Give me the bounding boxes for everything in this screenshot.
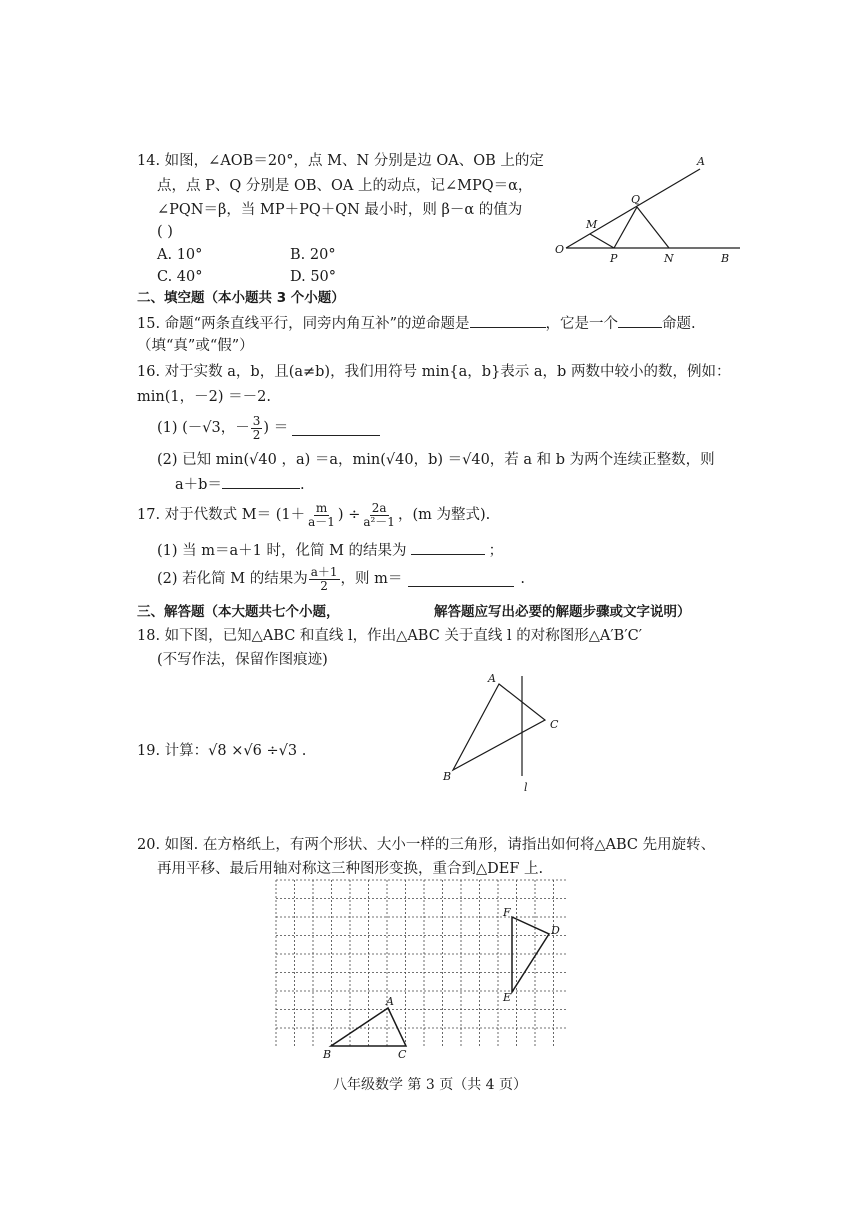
q20-label-c: C [398,1048,407,1061]
q14-label-b: B [721,252,730,265]
q16-p2-blank[interactable] [222,474,300,489]
q15-text-part3: 命题. [662,316,696,332]
q20-label-d: D [551,924,560,937]
q16-p1-den: 2 [252,427,261,442]
q20-label-e: E [503,991,512,1004]
q19-text: 19. 计算：√8 ×√6 ÷√3 . [137,743,307,759]
q16-line1: 16. 对于实数 a，b，且(a≠b)，我们用符号 min{a，b}表示 a，b 两数中较小的数，例如： [137,364,731,380]
q15-line1 [137,313,696,333]
q17-f2-num: 2a [371,500,387,515]
section3-heading-right: 解答题应写出必要的解题步骤或文字说明） [434,604,691,620]
q17-p2-end: . [520,571,525,587]
q17-part1 [157,540,503,560]
q17-f1-den: a－1 [308,514,335,529]
q14-option-d: D. 50° [290,269,337,285]
q17-fraction-2 [361,502,397,529]
q16-part2-line1: (2) 已知 min(√40 ，a) ＝a，min(√40，b) ＝√40，若 a 和 b 为两个连续正整数，则 [157,452,715,468]
q15-line2: （填“真”或“假”） [137,338,254,354]
q14-label-o: O [555,243,565,256]
q14-option-a: A. 10° [157,247,203,263]
q17-fraction-1 [306,502,337,529]
q20-dotted-grid [276,880,566,1046]
q16-line2: min(1，－2) ＝－2. [137,389,271,405]
q14-label-n: N [664,252,674,265]
q17-f2-den: a²－1 [363,514,395,529]
q20-label-a: A [386,995,394,1008]
section2-heading: 二、填空题（本小题共 3 个小题） [137,290,345,306]
q14-label-q: Q [631,193,641,206]
q18-line1: 18. 如下图，已知△ABC 和直线 l，作出△ABC 关于直线 l 的对称图形△A′B′C′ [137,628,643,644]
q17-p1-end: ； [488,543,504,559]
q17-p2-den: 2 [320,578,328,593]
q18-label-l: l [524,781,528,794]
q17-mid: ) ÷ [337,507,361,523]
q16-p2-label: a＋b＝ [175,477,222,493]
q16-p2-end: . [299,477,305,493]
q17-prefix: 17. 对于代数式 M＝ (1＋ [137,507,306,523]
q14-answer-paren: ( ) [157,224,173,240]
q16-p1-fraction [251,415,263,442]
q17-p1-blank[interactable] [411,540,485,555]
q14-label-a: A [697,155,705,168]
q14-label-m: M [586,218,598,231]
q17-p2-num: a＋1 [310,564,338,579]
q15-text-part2: ，它是一个 [545,316,618,332]
q17-p2-blank[interactable] [408,572,514,587]
q14-line2: 点，点 P、Q 分别是 OB、OA 上的动点，记∠MPQ＝α， [157,178,533,194]
q16-p1-suffix: ) ＝ [263,420,289,436]
q17-part2 [157,564,525,594]
q18-label-c: C [550,718,559,731]
q16-p1-num: 3 [252,413,261,428]
q14-line1: 14. 如图，∠AOB＝20°，点 M、N 分别是边 OA、OB 上的定 [137,153,544,169]
q18-triangle-figure [453,676,545,776]
q20-label-f: F [503,906,511,919]
q15-text-part1: 15. 命题“两条直线平行，同旁内角互补”的逆命题是 [137,316,470,332]
q20-line2: 再用平移、最后用轴对称这三种图形变换，重合到△DEF 上. [157,861,544,877]
q20-label-b: B [323,1048,332,1061]
q14-option-b: B. 20° [290,247,336,263]
q15-blank-1[interactable] [470,313,546,328]
q17-line1 [137,500,490,530]
q14-angle-figure [566,169,740,248]
q17-suffix: ，(m 为整式). [397,507,491,523]
q14-option-c: C. 40° [157,269,203,285]
q17-f1-num: m [315,500,328,515]
q17-p2-fraction [309,566,340,593]
q18-label-a: A [488,672,496,685]
q17-p1-text: (1) 当 m＝a＋1 时，化简 M 的结果为 [157,543,407,559]
q20-line1: 20. 如图. 在方格纸上，有两个形状、大小一样的三角形，请指出如何将△ABC 先用旋转、 [137,837,716,853]
page-footer: 八年级数学 第 3 页（共 4 页） [332,1077,528,1093]
q16-part1 [157,413,380,443]
q15-blank-2[interactable] [618,313,662,328]
q14-label-p: P [610,252,618,265]
q14-line3: ∠PQN＝β，当 MP＋PQ＋QN 最小时，则 β－α 的值为 [157,202,523,218]
q16-part2-line2 [175,474,305,494]
section3-heading-left: 三、解答题（本大题共七个小题， [137,604,340,620]
q16-p1-blank[interactable] [292,421,380,436]
q16-p1-prefix: (1) (－√3，－ [157,420,250,436]
q17-p2-mid: ，则 m＝ [340,571,403,587]
q17-p2-prefix: (2) 若化简 M 的结果为 [157,571,308,587]
q18-line2: (不写作法，保留作图痕迹) [157,652,328,668]
q18-label-b: B [443,770,452,783]
